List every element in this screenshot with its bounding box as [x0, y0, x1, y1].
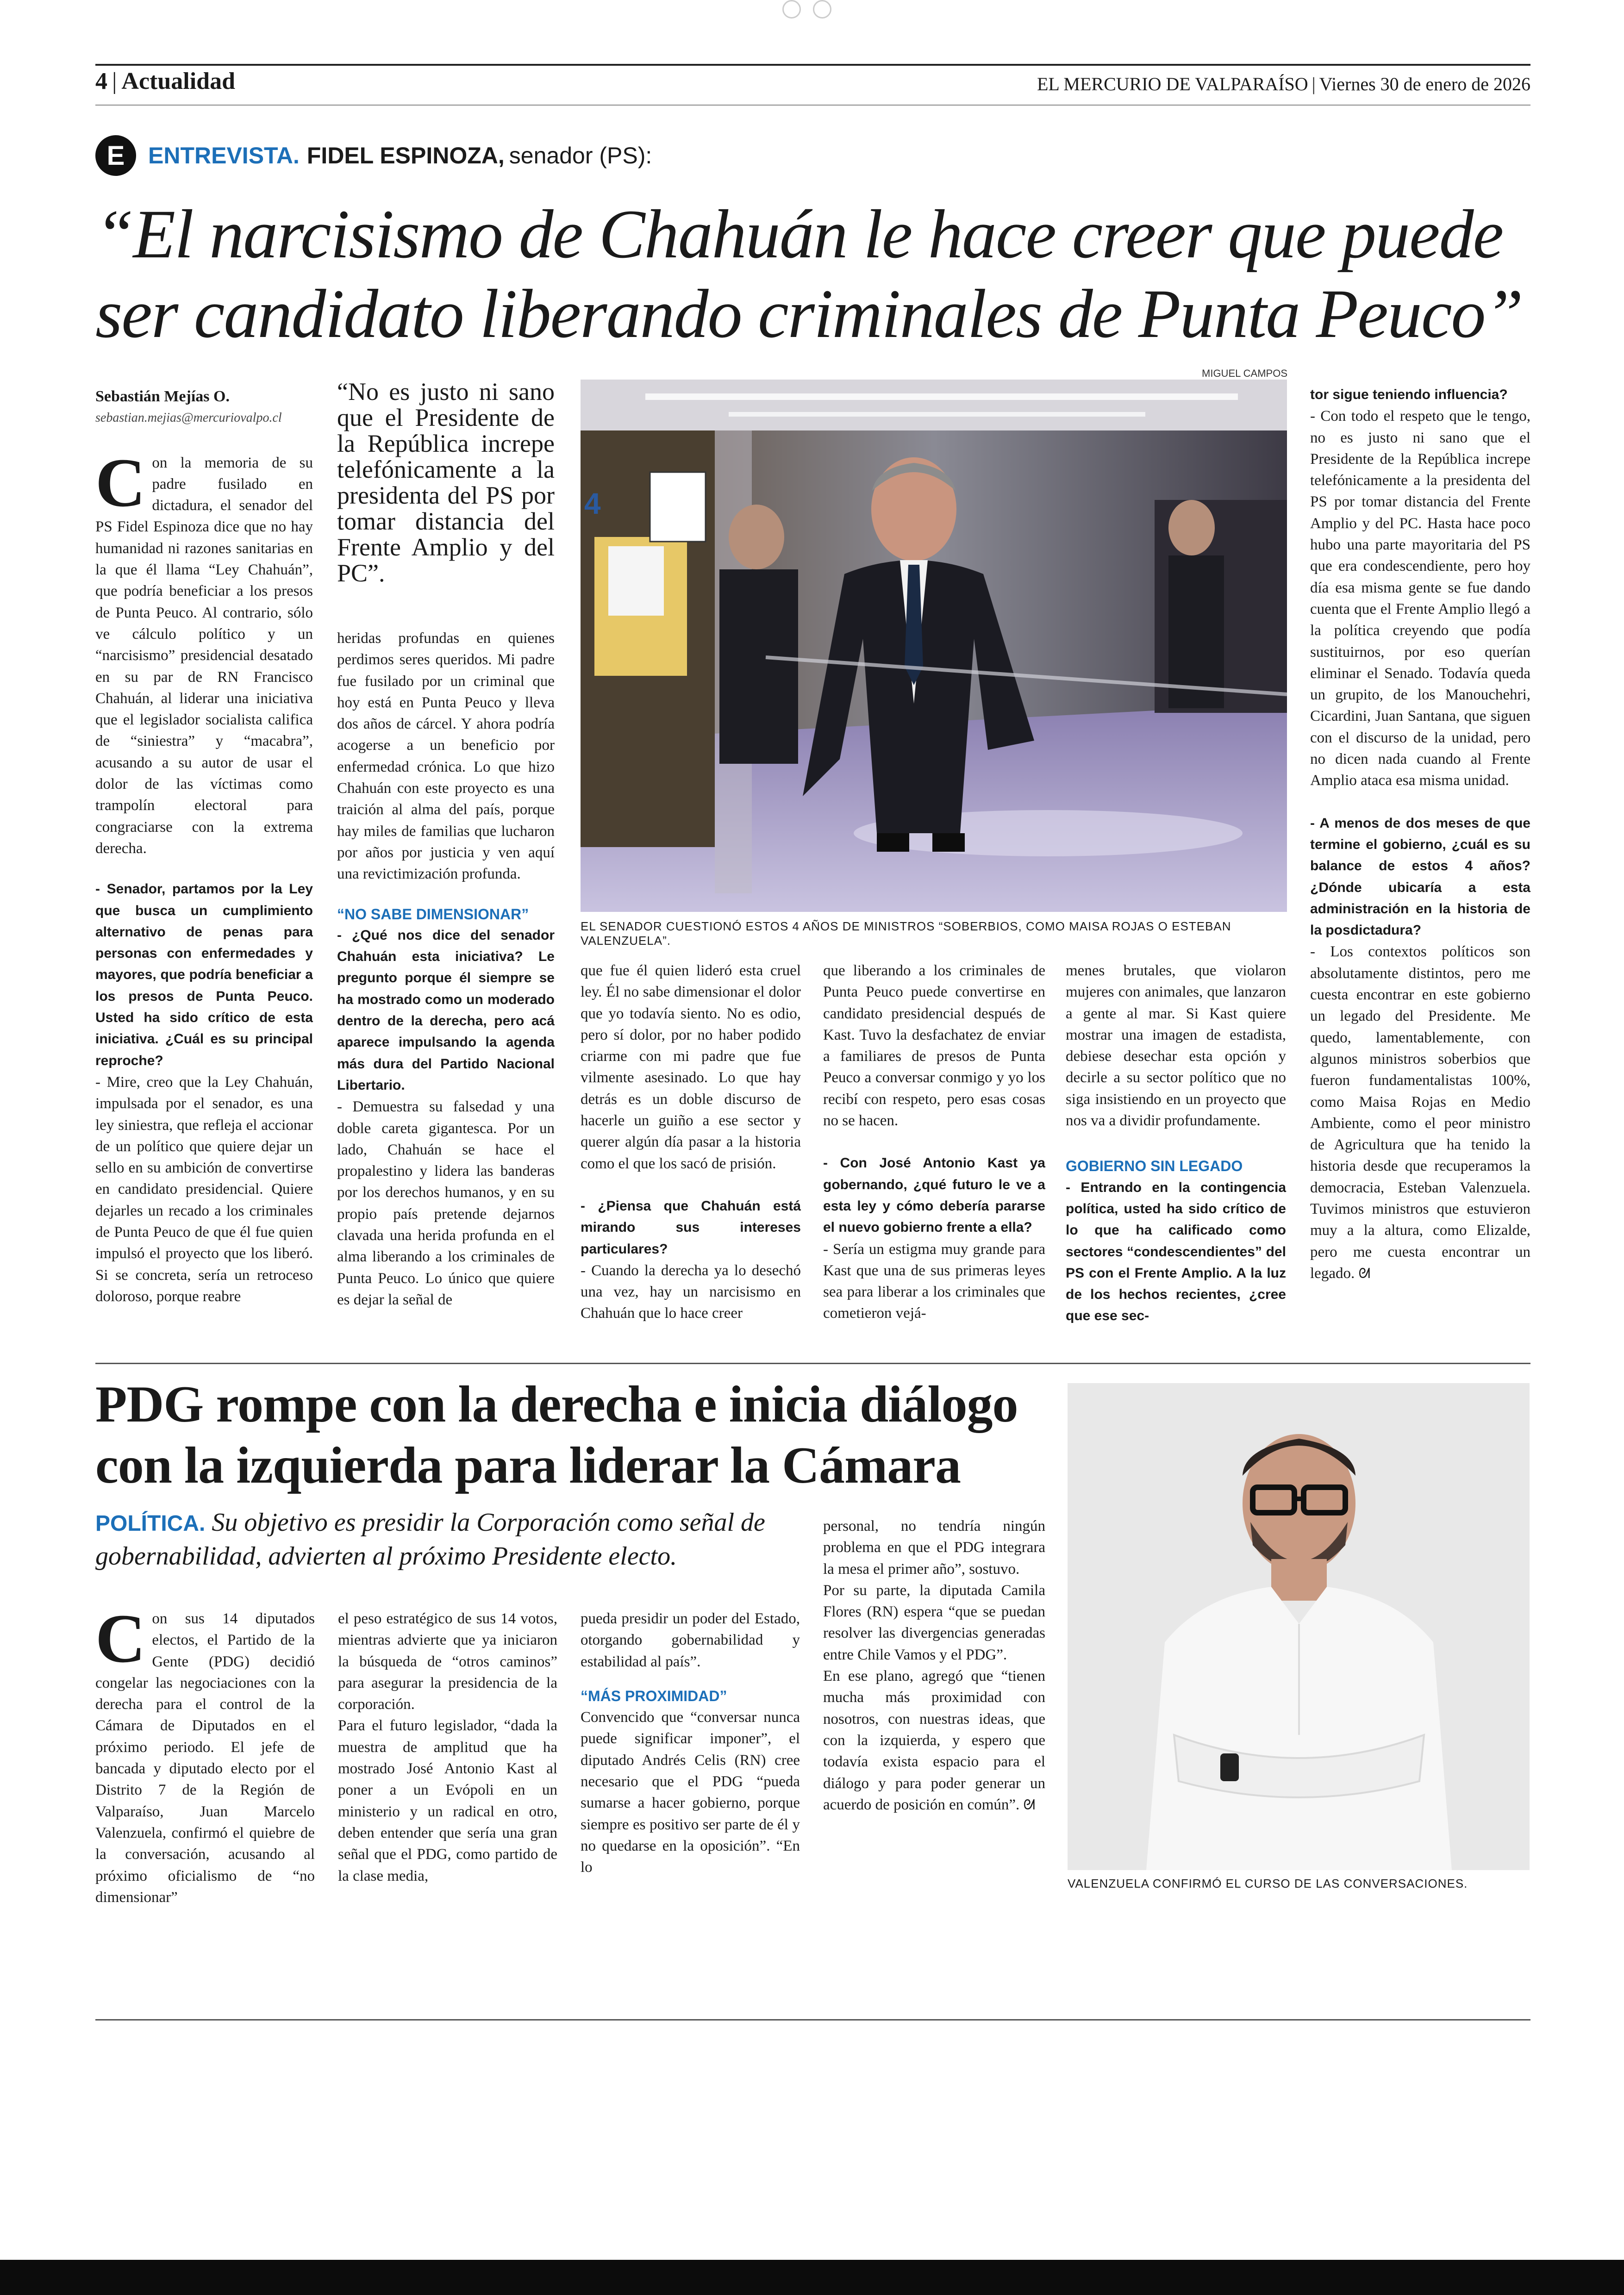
interview-column-1	[95, 386, 313, 1307]
end-mark-icon: ᘛ	[1023, 1797, 1036, 1813]
publication-name: EL MERCURIO DE VALPARAÍSO	[1037, 74, 1308, 94]
paragraph: pueda presidir un poder del Estado, otorgando gobernabilidad y estabilidad al país”.	[581, 1610, 800, 1670]
section-name: Actualidad	[121, 68, 236, 94]
kicker-label: ENTREVISTA.	[148, 143, 300, 168]
question: - ¿Qué nos dice del senador Chahuán esta iniciativa? Le pregunto porque él siempre se ha mostrado como un moderado dentro de la derecha, pero acá aparece impulsando la agenda más dura del Partido Nacional Libertario.	[337, 927, 555, 1093]
question: - Con José Antonio Kast ya gobernando, ¿qué futuro le ve a esta ley y cómo debería pararse el nuevo gobierno frente a ella?	[823, 1155, 1045, 1235]
drop-cap: C	[95, 444, 146, 521]
valenzuela-photo	[1068, 1383, 1530, 1870]
kicker-role: senador (PS):	[509, 143, 652, 168]
paragraph: que fue él quien lideró esta cruel ley. Él no sabe dimensionar el dolor que yo todavía siento. No es odio, pero sí dolor, por no haber podido criarme con mi padre que fue vilmente asesinado. Lo que hay detrás es un doble discurso de hacerle un guiño a ese sector y querer algún día pasar a la historia como el que los sacó de prisión.	[581, 962, 801, 1172]
dot-icon	[813, 0, 831, 19]
photo-caption: EL SENADOR CUESTIONÓ ESTOS 4 AÑOS DE MINISTROS “SOBERBIOS, COMO MAISA ROJAS O ESTEBAN VALENZUELA”.	[581, 919, 1231, 948]
answer: - Mire, creo que la Ley Chahuán, impulsada por el senador, es una ley siniestra, que refleja el accionar de un político que quiere dejar un sello en su ambición de convertirse en candidato presidencial. Quiere dejarles un recado a los criminales de Punta Peuco de que él fue quien impulsó el proyecto que los liberó. Si se concreta, sería un retroceso doloroso, porque reabre	[95, 1073, 313, 1305]
portrait-illustration	[1068, 1383, 1530, 1870]
masthead-date: EL MERCURIO DE VALPARAÍSO | Viernes 30 de enero de 2026	[1037, 74, 1530, 94]
second-photo-caption: VALENZUELA CONFIRMÓ EL CURSO DE LAS CONVERSACIONES.	[1068, 1877, 1468, 1890]
deck-text: Su objetivo es presidir la Corporación como señal de gobernabilidad, advierten al próximo Presidente electo.	[95, 1508, 765, 1571]
paragraph: que liberando a los criminales de Punta Peuco puede convertirse en candidato presidencial después de Kast. Tuvo la desfachatez de enviar a familiares de presos de Punta Peuco a conversar conmigo y yo los recibí con respeto, pero esas cosas no se hacen.	[823, 962, 1045, 1129]
answer: - Sería un estigma muy grande para Kast que una de sus primeras leyes sea para liberar a los criminales que cometieron vejá-	[823, 1241, 1045, 1322]
question: - A menos de dos meses de que termine el gobierno, ¿cuál es su balance de estos 4 años? ¿Dónde ubicaría a esta administración en la historia de la posdictadura?	[1310, 815, 1530, 938]
second-column-2: el peso estratégico de sus 14 votos, mientras advierte que ya iniciaron la búsqueda de “otros caminos” para asegurar la presidencia de la corporación. Para el futuro legislador, “dada la muestra de amplitud que ha mostrado José Antonio Kast al poner a un Evópoli en un ministerio y un radical en otro, deben entender que sería una gran señal que el PDG, como partido de la clase media,	[338, 1610, 557, 1884]
page-section	[95, 68, 235, 95]
second-column-1	[95, 1600, 315, 1908]
elevator-photo-illustration	[581, 380, 1287, 912]
interview-kicker	[95, 134, 652, 177]
page-indicator-dots	[782, 0, 843, 21]
deck-label: POLÍTICA.	[95, 1511, 206, 1536]
pull-quote: “No es justo ni sano que el Presidente de la República increpe telefónicamente a la presidenta del PS por tomar distancia del Frente Amplio y del PC”.	[337, 378, 555, 587]
question: - Senador, partamos por la Ley que busca un cumplimiento alternativo de penas para personas con enfermedades y mayores, que podría beneficiar a los presos de Punta Peuco. Usted ha sido crítico de esta iniciativa. ¿Cuál es su principal reproche?	[95, 881, 313, 1068]
lead-paragraph: Con sus 14 diputados electos, el Partido de la Gente (PDG) decidió congelar las negociaciones con la derecha para el control de la Cámara de Diputados en el próximo periodo. El jefe de bancada y diputado electo por el Distrito 7 de la Región de Valparaíso, Juan Marcelo Valenzuela, confirmó el quiebre de la conversación, acusando al próximo oficialismo de “no dimensionar”	[95, 1600, 315, 1906]
second-column-4	[823, 1515, 1045, 1816]
byline-name: Sebastián Mejías O.	[95, 388, 230, 405]
paragraph: heridas profundas en quienes perdimos seres queridos. Mi padre fue fusilado por un criminal que hoy está en Punta Peuco y lleva dos años de cárcel. Y ahora podría acogerse a un beneficio por enfermedad crónica. Lo que hizo Chahuán con este proyecto es una traición al alma del país, porque hay miles de familias que lucharon por años por justicia y ven aquí una revictimización profunda.	[337, 630, 555, 883]
second-deck	[95, 1506, 790, 1572]
dot-icon	[782, 0, 801, 19]
interview-column-6	[1310, 384, 1530, 1285]
headline-line-1: “El narcisismo de Chahuán le hace creer que puede	[95, 196, 1503, 273]
main-headline	[95, 194, 1549, 354]
issue-date: Viernes 30 de enero de 2026	[1319, 74, 1530, 94]
answer: - Demuestra su falsedad y una doble careta gigantesca. Por un lado, Chahuán se hace el propalestino y lidera las banderas por los derechos humanos, y en su propio país pretende dejarnos clavada una herida profunda en el alma liberando a los criminales de Punta Peuco. Lo único que quiere es dejar la señal de	[337, 1098, 555, 1308]
paragraph: menes brutales, que violaron mujeres con animales, que lanzaron a gente al mar. Si Kast quiere mostrar una imagen de estadista, debiese desechar esta opción y decirle a su sector político que no siga insistiendo en un proyecto que nos va a dividir profundamente.	[1066, 962, 1286, 1129]
second-headline	[95, 1374, 1068, 1496]
kicker-name: FIDEL ESPINOZA,	[306, 143, 505, 168]
answer: - Con todo el respeto que le tengo, no es justo ni sano que el Presidente de la República increpe telefónicamente a la presidenta del PS por tomar distancia del Frente Amplio y del PC. Hasta hace poco hubo una parte mayoritaria del PS que era condescendiente, pero hoy día esa misma gente se fue dando cuenta que el Frente Amplio llegó a la política creyendo que podía sustituirnos, por eso querían eliminar el Senado. Todavía queda un grupito, de los Manouchehri, Cicardini, Juan Santana, que siguen con el discurso de la unidad, pero no dicen nada cuando al Frente Amplio ataca esa misma unidad.	[1310, 408, 1530, 789]
separator: |	[112, 68, 117, 94]
headline-line-2: ser candidato liberando criminales de Punta Peuco”	[95, 275, 1523, 352]
interview-column-2	[337, 379, 555, 1310]
second-headline-line-2: con la izquierda para liderar la Cámara	[95, 1437, 961, 1494]
question: - Entrando en la contingencia política, usted ha sido crítico de lo que ha calificado como sectores “condescendientes” del PS con el Frente Amplio. A la luz de los hechos recientes, ¿cree que ese sec-	[1066, 1179, 1286, 1324]
interview-column-3	[581, 960, 801, 1324]
header-rule-lower	[95, 105, 1530, 106]
second-headline-line-1: PDG rompe con la derecha e inicia diálogo	[95, 1376, 1018, 1433]
header-rule	[95, 64, 1530, 66]
bottom-rule	[95, 2019, 1530, 2021]
second-column-3	[581, 1608, 800, 1878]
drop-cap: C	[95, 1600, 146, 1677]
svg-text:4: 4	[584, 487, 601, 520]
entrevista-badge-icon: E	[95, 135, 136, 176]
interview-column-4	[823, 960, 1045, 1324]
question-continued: tor sigue teniendo influencia?	[1310, 387, 1508, 402]
subhead: “MÁS PROXIMIDAD”	[581, 1687, 727, 1704]
paragraph: personal, no tendría ningún problema en que el PDG integrara la mesa el primer año”, sostuvo. Por su parte, la diputada Camila Flores (RN) espera “que se puedan resolver las divergencias generadas entre Chile Vamos y el PDG”. En ese plano, agregó que “tienen mucha más proximidad con nosotros, con nuestras ideas, que con la izquierda, y espero que todavía exista espacio para el diálogo y para poder generar un acuerdo de posición en común”. ᘛ	[823, 1518, 1045, 1813]
page-number: 4	[95, 68, 107, 94]
paragraph: Convencido que “conversar nunca puede significar imponer”, el diputado Andrés Celis (RN) cree necesario que el PDG “pueda sumarse a hacer gobierno, porque siempre es positivo ser parte de él y no quedarse en la oposición”. “En lo	[581, 1709, 800, 1876]
story-divider	[95, 1363, 1530, 1364]
senator-photo	[581, 380, 1287, 912]
viewer-bottom-bar	[0, 2260, 1624, 2295]
byline-email: sebastian.mejias@mercuriovalpo.cl	[95, 411, 282, 425]
end-mark-icon: ᘛ	[1358, 1266, 1370, 1281]
subhead: GOBIERNO SIN LEGADO	[1066, 1158, 1243, 1175]
interview-column-5	[1066, 960, 1286, 1327]
question: - ¿Piensa que Chahuán está mirando sus intereses particulares?	[581, 1198, 801, 1257]
subhead: “NO SABE DIMENSIONAR”	[337, 905, 529, 923]
photo-credit: MIGUEL CAMPOS	[1202, 368, 1287, 379]
lead-paragraph: Con la memoria de su padre fusilado en dictadura, el senador del PS Fidel Espinoza dice que no hay humanidad ni razones sanitarias en la que él llama “Ley Chahuán”, que podría beneficiar a los presos de Punta Peuco. Al contrario, sólo ve cálculo político y un “narcisismo” presidencial desatado en su par de RN Francisco Chahuán, al liderar una iniciativa que el legislador socialista califica de “siniestra” y “macabra”, acusando a su autor de usar el dolor de las víctimas como trampolín electoral para congraciarse con la extrema derecha.	[95, 444, 313, 857]
answer: - Cuando la derecha ya lo desechó una vez, hay un narcisismo en Chahuán que lo hace creer	[581, 1262, 801, 1322]
answer: - Los contextos políticos son absolutamente distintos, pero me cuesta encontrar en este gobierno un legado del Presidente. Me quedo, lamentablemente, con algunos ministros soberbios que fueron fundamentalistas 100%, como Maisa Rojas en Medio Ambiente, como el peor ministro de Agricultura que ha tenido la historia desde que recuperamos la democracia, Esteban Valenzuela. Tuvimos ministros que estuvieron muy a la altura, como Elizalde, pero me cuesta encontrar un legado. ᘛ	[1310, 943, 1530, 1282]
